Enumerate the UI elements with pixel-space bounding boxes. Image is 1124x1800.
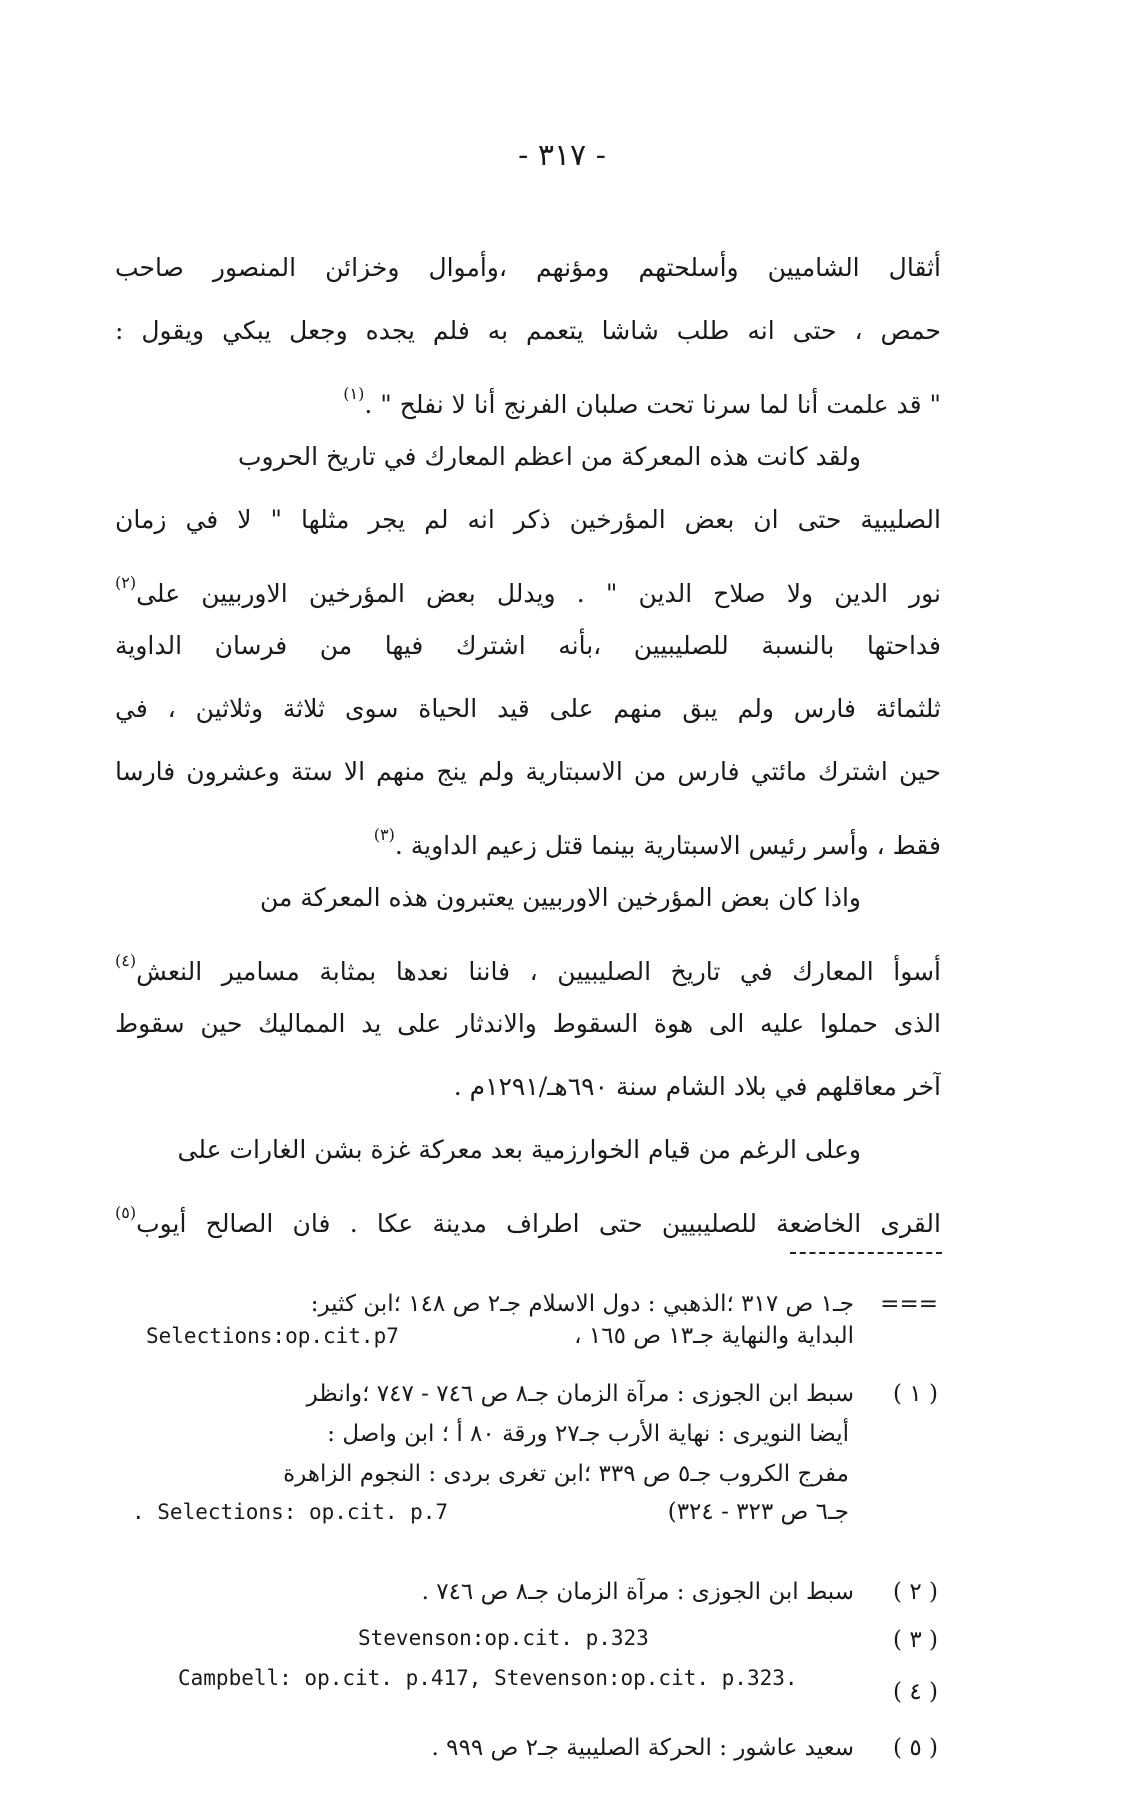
- footnote-marker: ( ٢ ): [893, 1579, 938, 1605]
- footnote-ref: (٥): [115, 1203, 137, 1222]
- footnote-text: جـ٦ ص ٣٢٣ - ٣٢٤): [667, 1499, 849, 1525]
- body-line: نور الدين ولا صلاح الدين " . ويدلل بعض المؤرخين الاوربيين على$^{(٢)}$: [115, 573, 941, 608]
- footnote-marker: ( ١ ): [893, 1381, 938, 1407]
- footnote-text: مفرج الكروب جـ٥ ص ٣٣٩ ؛ابن تغرى بردى : النجوم الزاهرة: [283, 1461, 849, 1487]
- footnote-ref: (٤): [115, 951, 137, 970]
- page-number: - ٣١٧ -: [518, 138, 606, 173]
- body-line: آخر معاقلهم في بلاد الشام سنة ٦٩٠هـ/١٢٩١م .: [453, 1072, 941, 1101]
- footnote-latin: Stevenson:op.cit. p.323: [358, 1626, 649, 1650]
- body-line: " قد علمت أنا لما سرنا تحت صلبان الفرنج أنا لا نفلح " .$^{(١)}$: [343, 384, 941, 419]
- footnote-marker: ===: [880, 1291, 938, 1317]
- body-line: حين اشترك مائتي فارس من الاسبتارية ولم ينج منهم الا ستة وعشرون فارسا: [115, 757, 941, 786]
- body-line: حمص ، حتى انه طلب شاشا يتعمم به فلم يجده وجعل يبكي ويقول :: [115, 316, 941, 345]
- footnote-marker: ( ٤ ): [893, 1679, 938, 1705]
- body-line: الذى حملوا عليه الى هوة السقوط والاندثار على يد المماليك حين سقوط: [115, 1009, 941, 1038]
- body-text: [115, 236, 941, 1244]
- footnote-text: سعيد عاشور : الحركة الصليبية جـ٢ ص ٩٩٩ .: [431, 1735, 854, 1761]
- body-line: ولقد كانت هذه المعركة من اعظم المعارك في تاريخ الحروب: [237, 442, 861, 471]
- footnote-latin: Campbell: op.cit. p.417, Stevenson:op.cit. p.323.: [178, 1666, 798, 1690]
- footnote-ref: (٢): [115, 573, 137, 592]
- footnote-text: جـ١ ص ٣١٧ ؛الذهبي : دول الاسلام جـ٢ ص ١٤٨ ؛ابن كثير:: [310, 1291, 854, 1317]
- body-line: فقط ، وأسر رئيس الاسبتارية بينما قتل زعيم الداوية .$^{(٣)}$: [373, 825, 941, 860]
- body-line: ثلثمائة فارس ولم يبق منهم على قيد الحياة سوى ثلاثة وثلاثين ، في: [115, 694, 941, 723]
- body-line: واذا كان بعض المؤرخين الاوربيين يعتبرون هذه المعركة من: [260, 883, 861, 912]
- footnote-latin: . Selections: op.cit. p.7: [132, 1500, 449, 1524]
- footnote-marker: ( ٥ ): [893, 1735, 938, 1761]
- footnote-text: أيضا النويرى : نهاية الأرب جـ٢٧ ورقة ٨٠ أ ؛ ابن واصل :: [327, 1421, 849, 1447]
- body-line: وعلى الرغم من قيام الخوارزمية بعد معركة غزة بشن الغارات على: [177, 1135, 861, 1164]
- footnote-text: سبط ابن الجوزى : مرآة الزمان جـ٨ ص ٧٤٦ .: [421, 1579, 854, 1605]
- footnote-separator: [790, 1252, 942, 1254]
- footnote-text: البداية والنهاية جـ١٣ ص ١٦٥ ،: [574, 1323, 854, 1349]
- footnote-latin: Selections:op.cit.p7: [146, 1324, 399, 1348]
- footnote-marker: ( ٣ ): [893, 1627, 938, 1653]
- footnote-ref: (١): [343, 384, 365, 403]
- body-line: أسوأ المعارك في تاريخ الصليبيين ، فاننا نعدها بمثابة مسامير النعش$^{(٤)}$: [115, 951, 941, 986]
- body-line: القرى الخاضعة للصليبيين حتى اطراف مدينة عكا . فان الصالح أيوب$^{(٥)}$: [115, 1203, 941, 1238]
- footnote-text: سبط ابن الجوزى : مرآة الزمان جـ٨ ص ٧٤٦ - ٧٤٧ ؛وانظر: [306, 1381, 854, 1407]
- body-line: أثقال الشاميين وأسلحتهم ومؤنهم ،وأموال وخزائن المنصور صاحب: [115, 253, 941, 282]
- body-line: فداحتها بالنسبة للصليبيين ،بأنه اشترك فيها من فرسان الداوية: [115, 631, 941, 660]
- footnote-ref: (٣): [373, 825, 395, 844]
- body-line: الصليبية حتى ان بعض المؤرخين ذكر انه لم يجر مثلها " لا في زمان: [115, 505, 941, 534]
